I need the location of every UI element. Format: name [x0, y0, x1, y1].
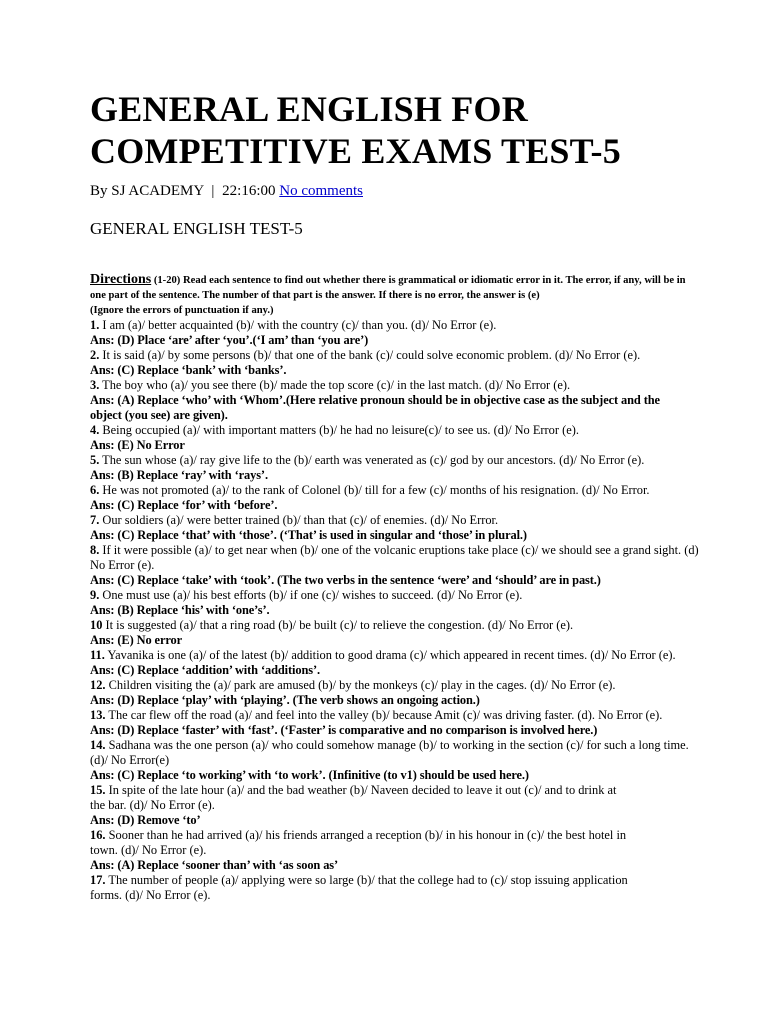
question-body: Children visiting the (a)/ park are amused (b)/ by the monkeys (c)/ play in the cages. (d)/ No Error (e). — [108, 678, 616, 692]
question-number: 17. — [90, 873, 106, 887]
question-text — [90, 678, 700, 693]
answer-continuation: object (you see) are given). — [90, 408, 228, 422]
answer-text: Ans: (A) Replace ‘who’ with ‘Whom’.(Here relative pronoun should be in objective case as the subject and the — [90, 393, 660, 407]
question-number: 9. — [90, 588, 100, 602]
question-number: 5. — [90, 453, 100, 467]
author: By SJ ACADEMY — [90, 183, 204, 199]
question-body: The sun whose (a)/ ray give life to the (b)/ earth was venerated as (c)/ god by our ancestors. (d)/ No Error (e). — [102, 453, 645, 467]
question-text — [90, 828, 700, 843]
comments-link[interactable]: No comments — [279, 183, 363, 199]
question-number: 1. — [90, 318, 100, 332]
answer-text: Ans: (C) Replace ‘addition’ with ‘additions’. — [90, 663, 321, 677]
answer-text: Ans: (D) Remove ‘to’ — [90, 813, 201, 827]
question-text — [90, 783, 700, 798]
question-body: If it were possible (a)/ to get near when (b)/ one of the volcanic eruptions take place (c)/ we should see a grand sight. (d) No Error (e). — [90, 543, 699, 572]
question-continuation: forms. (d)/ No Error (e). — [90, 888, 211, 902]
question-text — [90, 543, 700, 573]
answer-text: Ans: (E) No Error — [90, 438, 185, 452]
question-body: It is said (a)/ by some persons (b)/ that one of the bank (c)/ could solve economic problem. (d)/ No Error (e). — [102, 348, 641, 362]
question-number: 2. — [90, 348, 100, 362]
question-number: 3. — [90, 378, 100, 392]
directions — [90, 272, 700, 318]
question-body: Being occupied (a)/ with important matters (b)/ he had no leisure(c)/ to see us. (d)/ No Error (e). — [102, 423, 579, 437]
question-number: 11. — [90, 648, 105, 662]
question-body: Sooner than he had arrived (a)/ his friends arranged a reception (b)/ in his honour in (c)/ the best hotel in — [108, 828, 627, 842]
question-body: The car flew off the road (a)/ and feel into the valley (b)/ because Amit (c)/ was driving faster. (d). No Error (e). — [108, 708, 663, 722]
answer-text: Ans: (C) Replace ‘bank’ with ‘banks’. — [90, 363, 287, 377]
answer-text: Ans: (C) Replace ‘take’ with ‘took’. (The two verbs in the sentence ‘were’ and ‘should’ are in past.) — [90, 573, 601, 587]
question-text — [90, 708, 700, 723]
question-continuation: town. (d)/ No Error (e). — [90, 843, 207, 857]
post-meta — [90, 181, 363, 201]
answer-text: Ans: (C) Replace ‘for’ with ‘before’. — [90, 498, 278, 512]
directions-note: (Ignore the errors of punctuation if any.) — [90, 305, 274, 316]
directions-text: (1-20) Read each sentence to find out whether there is grammatical or idiomatic error in it. The error, if any, will be in one part of the sentence. The number of that part is the answer. If there is no error, the answer is (e) — [90, 275, 686, 301]
question-text — [90, 738, 700, 768]
question-text — [90, 618, 700, 633]
question-text — [90, 378, 700, 393]
question-list — [90, 318, 700, 903]
answer-text: Ans: (B) Replace ‘ray’ with ‘rays’. — [90, 468, 268, 482]
question-body: I am (a)/ better acquainted (b)/ with the country (c)/ than you. (d)/ No Error (e). — [102, 318, 497, 332]
question-body: One must use (a)/ his best efforts (b)/ if one (c)/ wishes to succeed. (d)/ No Error (e). — [102, 588, 523, 602]
section-heading: GENERAL ENGLISH TEST-5 — [90, 219, 303, 238]
directions-label: Directions — [90, 272, 152, 287]
test-body — [90, 272, 700, 903]
answer-text: Ans: (B) Replace ‘his’ with ‘one’s’. — [90, 603, 270, 617]
question-number: 14. — [90, 738, 106, 752]
meta-separator: | — [211, 183, 215, 199]
question-number: 4. — [90, 423, 100, 437]
answer-text: Ans: (A) Replace ‘sooner than’ with ‘as soon as’ — [90, 858, 339, 872]
answer-text: Ans: (C) Replace ‘to working’ with ‘to work’. (Infinitive (to v1) should be used here.) — [90, 768, 529, 782]
question-text — [90, 513, 700, 528]
question-number: 12. — [90, 678, 106, 692]
question-body: Sadhana was the one person (a)/ who could somehow manage (b)/ to working in the section (c)/ for such a long time.(d)/ No Error(e) — [90, 738, 689, 767]
question-text — [90, 423, 700, 438]
question-number: 6. — [90, 483, 100, 497]
question-body: The number of people (a)/ applying were so large (b)/ that the college had to (c)/ stop issuing application — [108, 873, 628, 887]
question-body: He was not promoted (a)/ to the rank of Colonel (b)/ till for a few (c)/ months of his resignation. (d)/ No Error. — [102, 483, 650, 497]
question-body: Yavanika is one (a)/ of the latest (b)/ addition to good drama (c)/ which appeared in recent times. (d)/ No Error (e). — [107, 648, 676, 662]
question-text — [90, 348, 700, 363]
post-time: 22:16:00 — [222, 183, 276, 199]
question-number: 15. — [90, 783, 106, 797]
question-number: 16. — [90, 828, 106, 842]
answer-text: Ans: (D) Place ‘are’ after ‘you’.(‘I am’ than ‘you are’) — [90, 333, 369, 347]
answer-text: Ans: (E) No error — [90, 633, 183, 647]
question-body: It is suggested (a)/ that a ring road (b)/ be built (c)/ to relieve the congestion. (d)/ No Error (e). — [105, 618, 574, 632]
question-text — [90, 588, 700, 603]
question-number: 10 — [90, 618, 103, 632]
answer-text: Ans: (C) Replace ‘that’ with ‘those’. (‘That’ is used in singular and ‘those’ in plural.) — [90, 528, 527, 542]
question-text — [90, 318, 700, 333]
question-number: 8. — [90, 543, 100, 557]
question-body: Our soldiers (a)/ were better trained (b)/ than that (c)/ of enemies. (d)/ No Error. — [102, 513, 499, 527]
question-body: In spite of the late hour (a)/ and the bad weather (b)/ Naveen decided to leave it out (c)/ and to drink at — [108, 783, 617, 797]
answer-text: Ans: (D) Replace ‘faster’ with ‘fast’. (‘Faster’ is comparative and no comparison is involved here.) — [90, 723, 598, 737]
answer-text: Ans: (D) Replace ‘play’ with ‘playing’. (The verb shows an ongoing action.) — [90, 693, 480, 707]
question-number: 7. — [90, 513, 100, 527]
question-number: 13. — [90, 708, 106, 722]
question-text — [90, 483, 700, 498]
question-text — [90, 453, 700, 468]
question-continuation: the bar. (d)/ No Error (e). — [90, 798, 215, 812]
page-title: GENERAL ENGLISH FOR COMPETITIVE EXAMS TEST-5 — [90, 89, 621, 171]
question-body: The boy who (a)/ you see there (b)/ made the top score (c)/ in the last match. (d)/ No Error (e). — [102, 378, 571, 392]
question-text — [90, 648, 700, 663]
question-text — [90, 873, 700, 888]
